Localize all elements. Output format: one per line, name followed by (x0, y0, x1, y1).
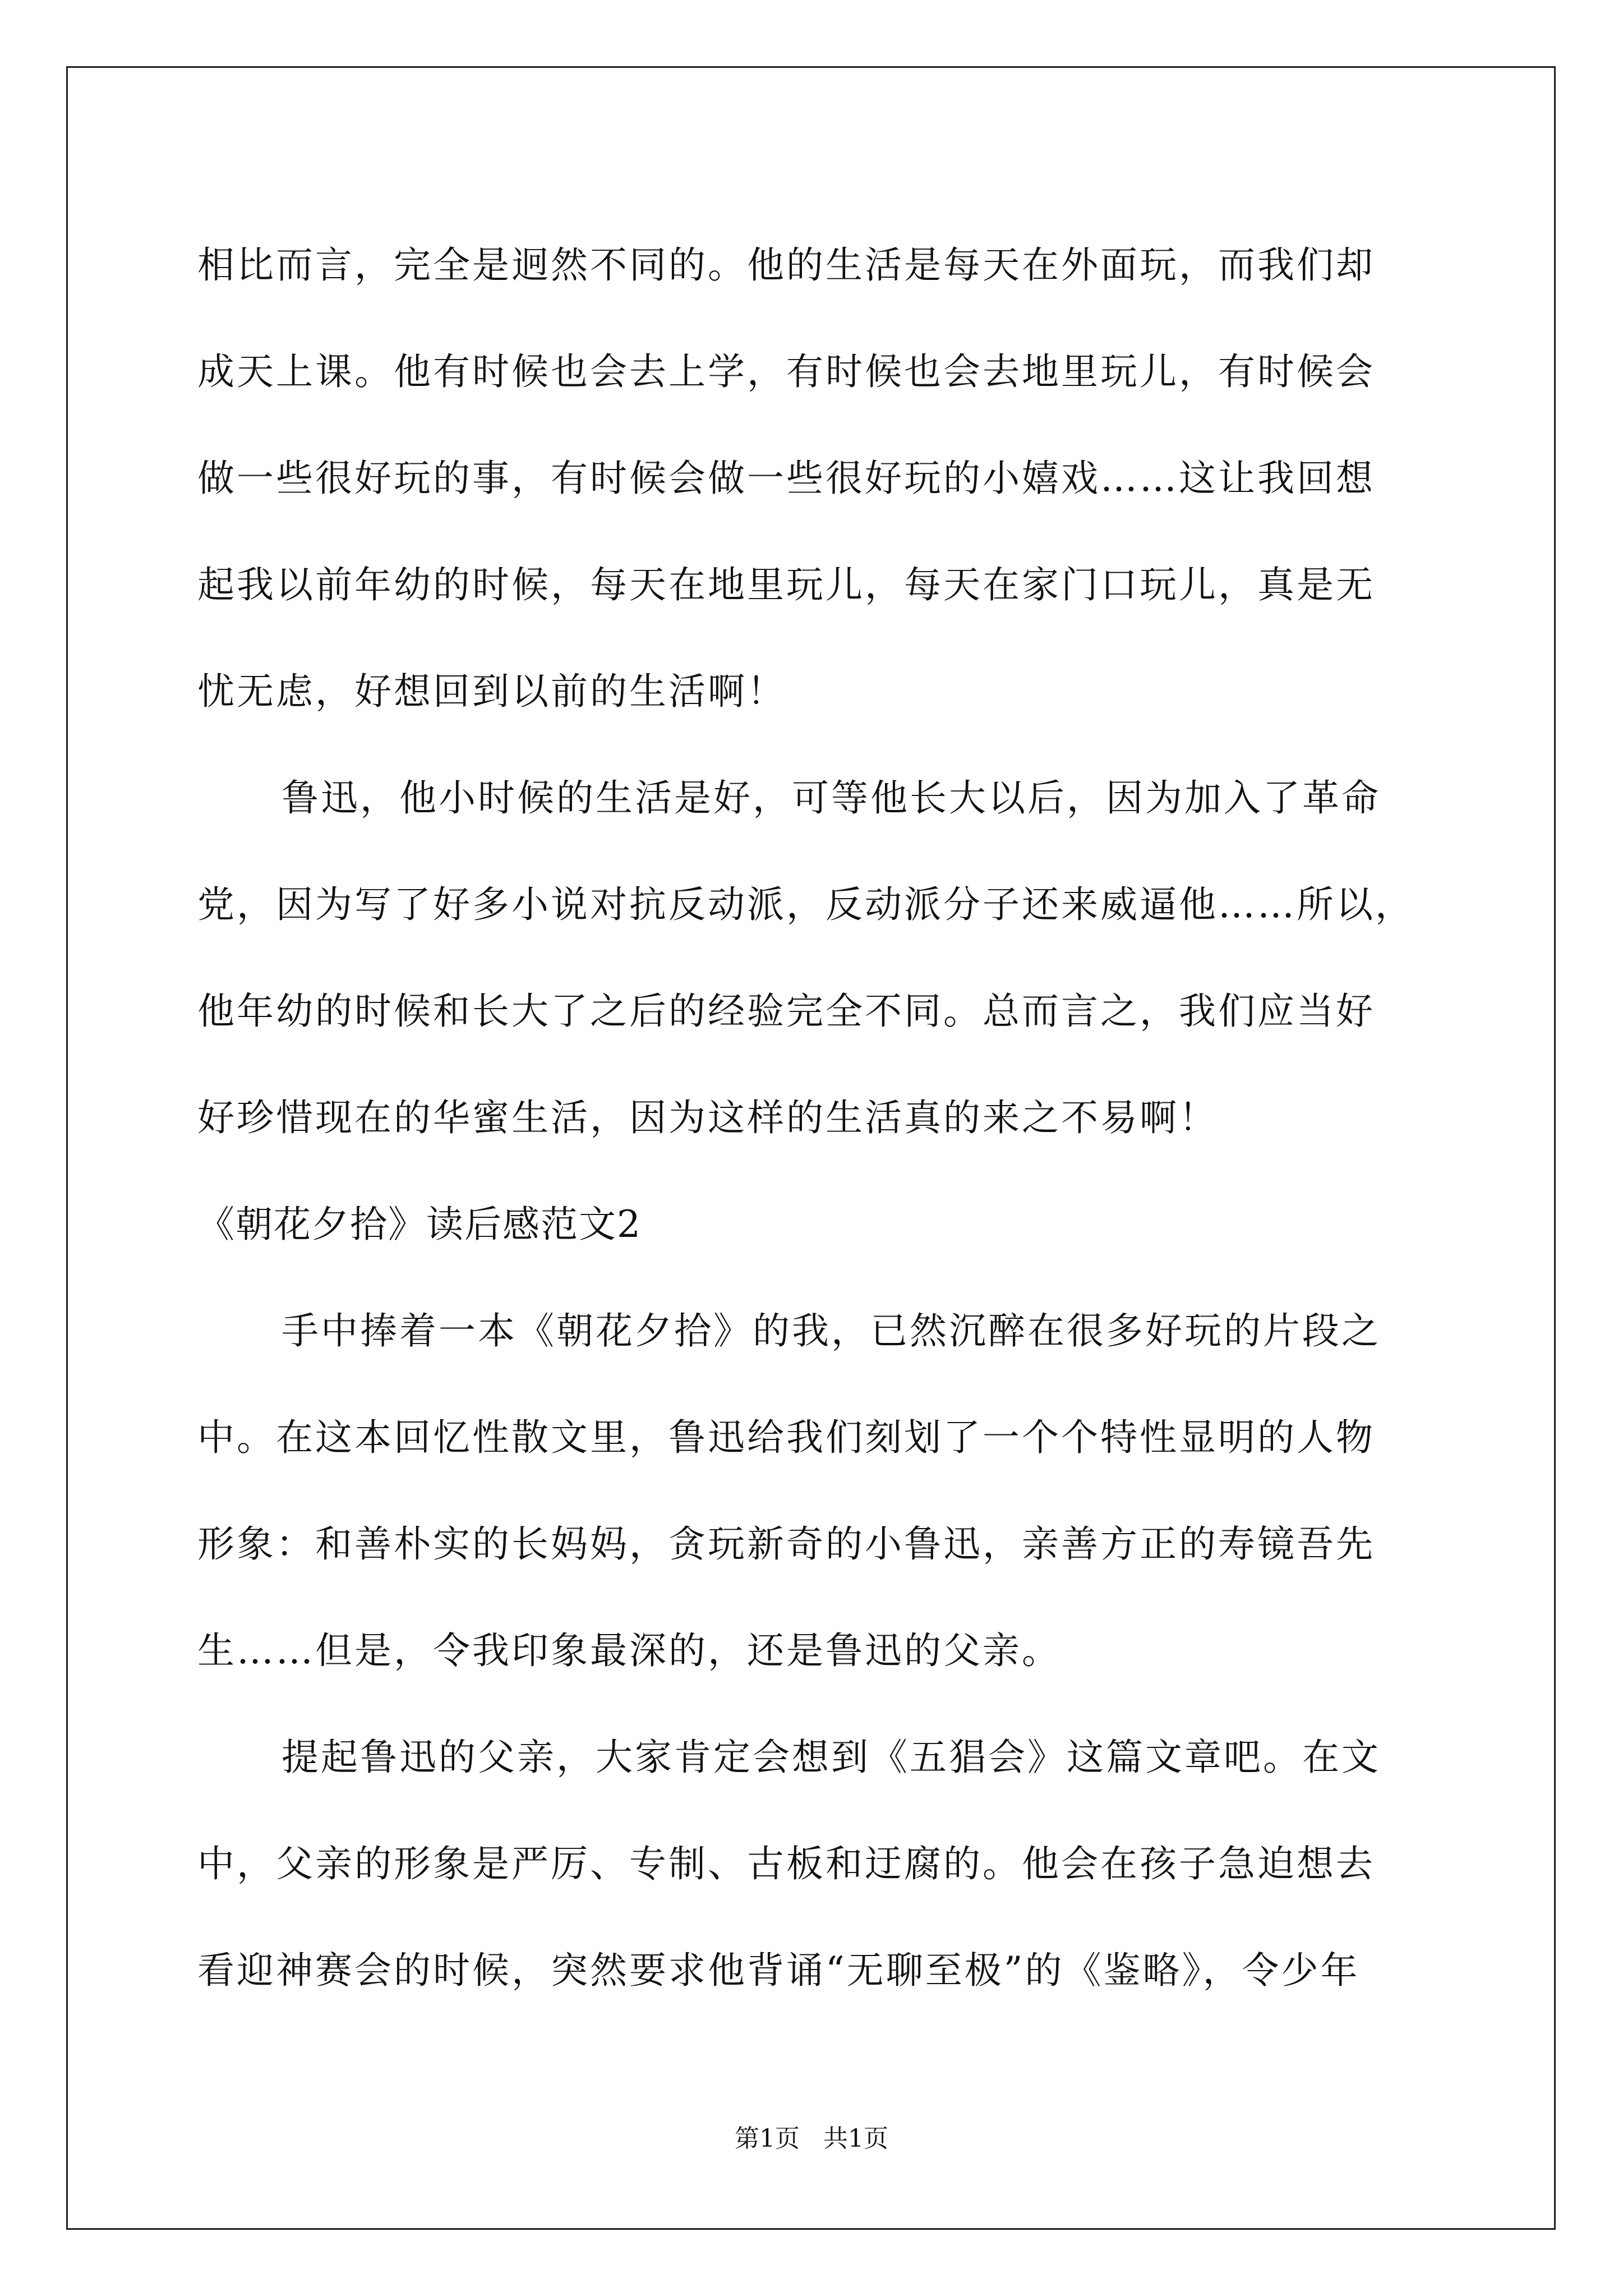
text-line: 起我以前年幼的时候，每天在地里玩儿，每天在家门口玩儿，真是无 (197, 563, 1375, 606)
paragraph-2 (197, 745, 1454, 1171)
text-line: 鲁迅，他小时候的生活是好，可等他长大以后，因为加入了革命 (282, 776, 1381, 820)
paragraph-1 (197, 212, 1454, 745)
section-heading: 《朝花夕拾》读后感范文2 (197, 1203, 642, 1246)
text-line: 中，父亲的形象是严厉、专制、古板和迂腐的。他会在孩子急迫想去 (197, 1842, 1375, 1885)
text-line: 好珍惜现在的华蜜生活，因为这样的生活真的来之不易啊！ (197, 1096, 1218, 1139)
footer-spacer (800, 2124, 823, 2153)
text-line: 手中捧着一本《朝花夕拾》的我，已然沉醉在很多好玩的片段之 (282, 1309, 1381, 1352)
text-line: 忧无虑，好想回到以前的生活啊！ (197, 670, 786, 713)
text-line: 形象：和善朴实的长妈妈，贪玩新奇的小鲁迅，亲善方正的寿镜吾先 (197, 1522, 1375, 1566)
page-footer (0, 2122, 1623, 2156)
paragraph-4 (197, 1704, 1454, 2024)
text-line: 他年幼的时候和长大了之后的经验完全不同。总而言之，我们应当好 (197, 990, 1375, 1033)
text-line: 成天上课。他有时候也会去上学，有时候也会去地里玩儿，有时候会 (197, 350, 1375, 393)
paragraph-3 (197, 1278, 1454, 1704)
page-number: 第1页 (735, 2124, 800, 2153)
text-line: 生……但是，令我印象最深的，还是鲁迅的父亲。 (197, 1629, 1061, 1672)
text-line: 提起鲁迅的父亲，大家肯定会想到《五猖会》这篇文章吧。在文 (282, 1736, 1381, 1779)
text-line: 相比而言，完全是迥然不同的。他的生活是每天在外面玩，而我们却 (197, 243, 1375, 287)
document-body (197, 212, 1454, 2024)
page-total: 共1页 (823, 2124, 888, 2153)
text-line: 党，因为写了好多小说对抗反动派，反动派分子还来威逼他……所以， (197, 883, 1414, 926)
text-line: 看迎神赛会的时候，突然要求他背诵“无聊至极”的《鉴略》，令少年 (197, 1949, 1360, 1992)
text-line: 中。在这本回忆性散文里，鲁迅给我们刻划了一个个特性显明的人物 (197, 1416, 1375, 1459)
text-line: 做一些很好玩的事，有时候会做一些很好玩的小嬉戏……这让我回想 (197, 457, 1375, 500)
